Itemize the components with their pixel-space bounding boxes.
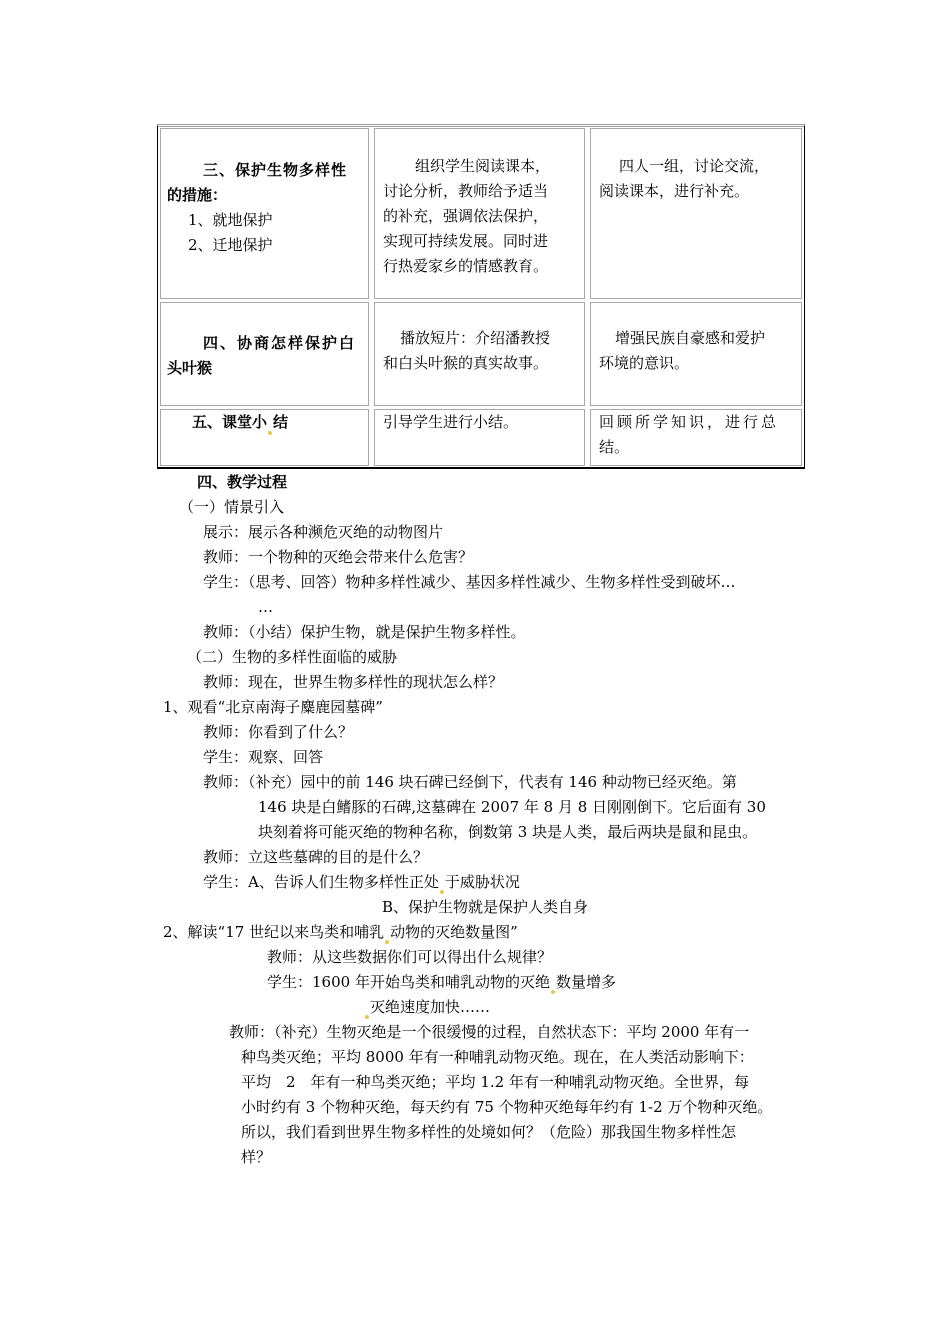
edit-mark [365, 1015, 369, 1019]
part1-line5: 块刻着将可能灭绝的物种名称，倒数第 3 块是人类，最后两块是鼠和昆虫。 [258, 823, 758, 841]
part1-line7-a: 学生：A、告诉人们生物多样性正处 [203, 873, 439, 891]
edit-mark [440, 890, 444, 894]
sec1-line2: 教师：一个物种的灭绝会带来什么危害？ [203, 548, 474, 566]
row3-student-line1: 回顾所学知识，进行总 [599, 413, 780, 431]
section-heading: 四、教学过程 [197, 473, 288, 491]
edit-mark [268, 431, 272, 435]
row3-content-part2: 结 [273, 413, 289, 431]
row1-content-line4: 2、迁地保护 [188, 236, 273, 254]
part2-line3-text: 灭绝速度加快…… [370, 998, 491, 1016]
row3-teacher-line1: 引导学生进行小结。 [383, 413, 519, 431]
row1-student-line2: 阅读课本，进行补充。 [599, 182, 750, 200]
row1-teacher-line2: 讨论分析，教师给予适当 [383, 182, 549, 200]
part1-line3: 教师：（补充）园中的前 146 块石碑已经倒下，代表有 146 种动物已经灭绝。第 [203, 773, 737, 791]
row2-student-line2: 环境的意识。 [599, 354, 690, 372]
row3-student-line2: 结。 [599, 438, 630, 456]
part2-line2 [267, 970, 616, 994]
row2-student-line1: 增强民族自豪感和爱护 [615, 329, 766, 347]
row3-content-line1 [192, 410, 288, 435]
part2-line8: 所以，我们看到世界生物多样性的处境如何？（危险）那我国生物多样性怎 [241, 1123, 737, 1141]
part2-line9: 样？ [241, 1148, 272, 1166]
lesson-plan-table [157, 124, 805, 469]
sec1-line4: 教师：（小结）保护生物，就是保护生物多样性。 [203, 623, 526, 641]
row2-teacher-line2: 和白头叶猴的真实故事。 [383, 354, 549, 372]
part1-title: 1、观看“北京南海子麋鹿园墓碑” [163, 698, 383, 716]
part2-line1: 教师：从这些数据你们可以得出什么规律？ [267, 948, 553, 966]
part1-line8: B、保护生物就是保护人类自身 [382, 898, 589, 916]
row1-teacher-line3: 的补充，强调依法保护， [383, 207, 549, 225]
part1-line7-b: 于威胁状况 [444, 873, 520, 891]
row1-teacher-line5: 行热爱家乡的情感教育。 [383, 257, 549, 275]
part2-title [163, 920, 518, 944]
part2-line5: 种鸟类灭绝；平均 8000 年有一种哺乳动物灭绝。现在，在人类活动影响下： [241, 1048, 754, 1066]
part2-line7: 小时约有 3 个物种灭绝，每天约有 75 个物种灭绝每年约有 1-2 万个物种灭绝。 [241, 1098, 773, 1116]
part2-line4: 教师：（补充）生物灭绝是一个很缓慢的过程，自然状态下：平均 2000 年有一 [229, 1023, 750, 1041]
row3-content-part1: 五、课堂小 [192, 413, 268, 431]
part1-line6: 教师：立这些墓碑的目的是什么？ [203, 848, 429, 866]
row1-teacher-line1: 组织学生阅读课本， [415, 157, 551, 175]
sec2-line1: 教师：现在，世界生物多样性的现状怎么样？ [203, 673, 504, 691]
part1-line2: 学生：观察、回答 [203, 748, 324, 766]
row1-content-line3: 1、就地保护 [188, 211, 273, 229]
row1-content-line2: 的措施： [167, 186, 228, 204]
row2-content-line1: 四、协商怎样保护白 [203, 334, 357, 352]
sec1-title: （一）情景引入 [179, 498, 285, 516]
part2-line2-b: 数量增多 [555, 973, 616, 991]
part1-line1: 教师：你看到了什么？ [203, 723, 354, 741]
part1-line4: 146 块是白鳍豚的石碑,这墓碑在 2007 年 8 月 8 日刚刚倒下。它后面有 30 [258, 798, 766, 816]
row1-content-line1: 三、保护生物多样性 [203, 161, 348, 179]
row1-student-line1: 四人一组，讨论交流， [619, 157, 770, 175]
sec2-title: （二）生物的多样性面临的威胁 [187, 648, 398, 666]
row2-teacher-line1: 播放短片：介绍潘教授 [400, 329, 551, 347]
part2-line6: 平均 2 年有一种鸟类灭绝；平均 1.2 年有一种哺乳动物灭绝。全世界，每 [241, 1073, 749, 1091]
edit-mark [385, 940, 389, 944]
part2-title-b: 动物的灭绝数量图” [390, 923, 518, 941]
part1-line7 [203, 870, 520, 894]
row2-content-line2: 头叶猴 [167, 359, 213, 377]
row1-teacher-line4: 实现可持续发展。同时进 [383, 232, 549, 250]
part2-line3 [364, 995, 490, 1019]
edit-mark [551, 990, 555, 994]
sec1-line1: 展示：展示各种濒危灭绝的动物图片 [203, 523, 444, 541]
part2-title-a: 2、解读“17 世纪以来鸟类和哺乳 [163, 923, 385, 941]
part2-line2-a: 学生：1600 年开始鸟类和哺乳动物的灭绝 [267, 973, 550, 991]
sec1-line3-cont: … [258, 598, 273, 616]
sec1-line3: 学生：（思考、回答）物种多样性减少、基因多样性减少、生物多样性受到破坏… [203, 573, 736, 591]
